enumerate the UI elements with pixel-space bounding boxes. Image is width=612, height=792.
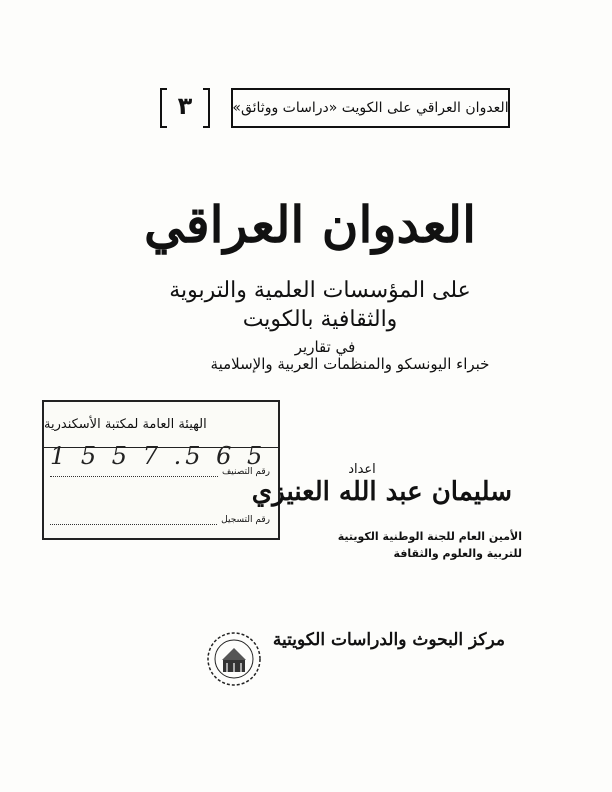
book-subtitle-line2: والثقافية بالكويت <box>242 307 398 332</box>
prepared-by-label: اعداد <box>348 462 376 477</box>
classification-label: رقم التصنيف <box>221 467 270 477</box>
classification-row <box>50 442 270 477</box>
author-role-line2: للتربية والعلوم والثقافة <box>393 547 522 560</box>
library-stamp <box>42 400 280 540</box>
library-stamp-header: الهيئة العامة لمكتبة الأسكندرية <box>44 402 278 448</box>
volume-number: ٣ <box>177 92 193 120</box>
registration-label: رقم التسجيل <box>221 515 270 525</box>
registration-line <box>50 512 217 525</box>
publisher-name: مركز البحوث والدراسات الكويتية <box>272 630 505 650</box>
book-subtitle-line1: على المؤسسات العلمية والتربوية <box>169 278 471 303</box>
book-subtitle-line4: خبراء اليونسكو والمنظمات العربية والإسلامية <box>210 355 490 373</box>
series-title: العدوان العراقي على الكويت «دراسات ووثائق» <box>232 100 509 116</box>
book-title: العدوان العراقي <box>144 195 476 254</box>
author-name: سليمان عبد الله العنيزي <box>251 477 512 507</box>
registration-row <box>50 512 270 525</box>
series-title-box <box>231 88 510 128</box>
author-role-line1: الأمين العام للجنة الوطنية الكويتية <box>337 530 522 543</box>
volume-bracket-left <box>160 88 167 128</box>
book-subtitle-line3: في تقارير <box>294 338 356 356</box>
volume-bracket-right <box>203 88 210 128</box>
classification-number: 1 5 5 7 .5 6 5 <box>50 442 267 470</box>
